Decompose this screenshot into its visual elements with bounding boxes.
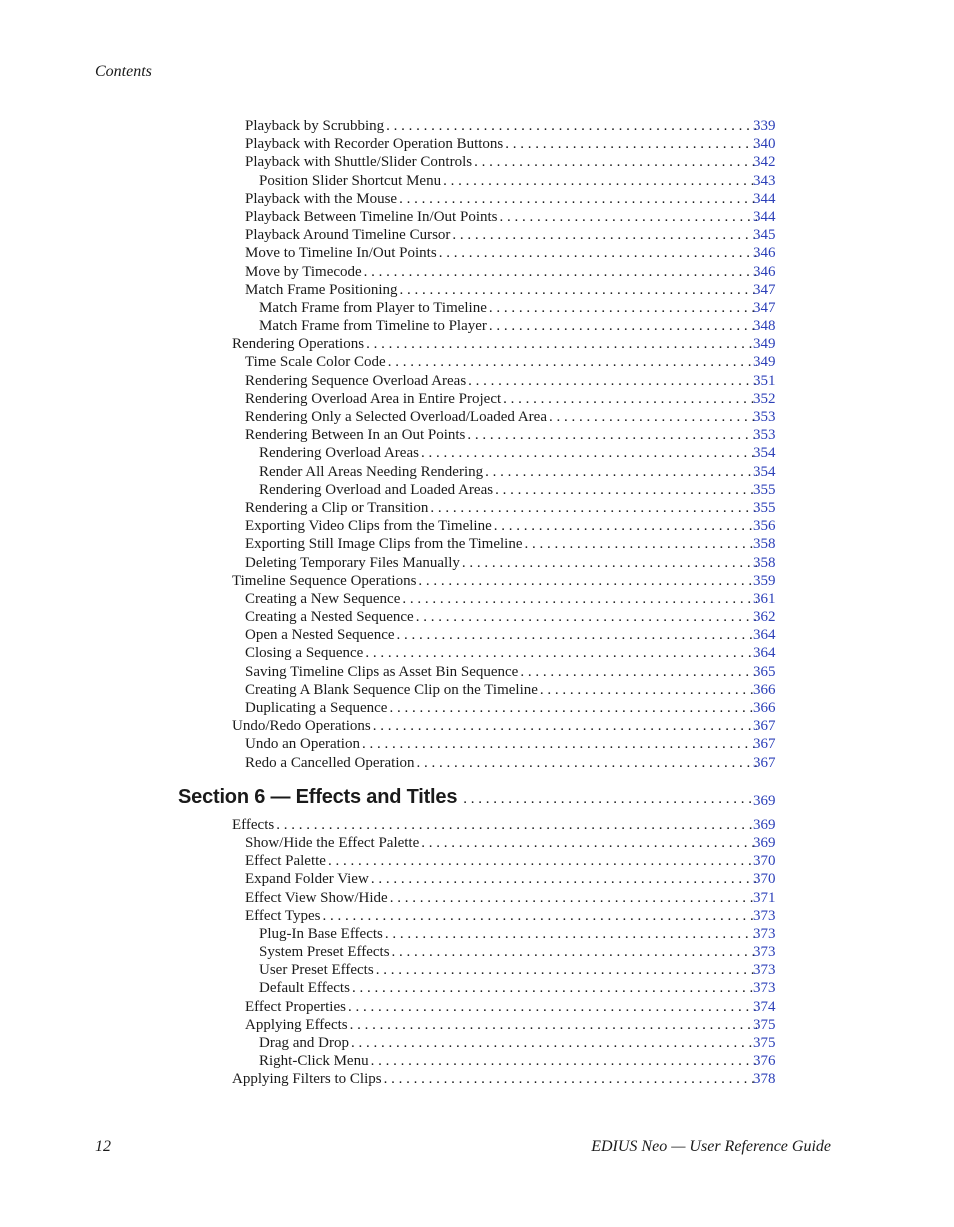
toc-page-link[interactable]: 353 — [753, 427, 776, 444]
toc-entry[interactable] — [0, 608, 954, 626]
toc-page-link[interactable]: 354 — [753, 463, 776, 480]
toc-entry-title: Effect Palette — [245, 853, 326, 870]
toc-entry-title: Creating A Blank Sequence Clip on the Timeline — [245, 681, 538, 698]
toc-entry[interactable] — [0, 517, 954, 535]
dot-leader — [326, 852, 757, 870]
footer-page-number: 12 — [95, 1138, 111, 1155]
toc-page-link[interactable]: 355 — [753, 499, 776, 516]
dot-leader — [395, 626, 757, 644]
toc-page-link[interactable]: 339 — [753, 118, 776, 134]
toc-entry[interactable] — [0, 644, 954, 662]
toc-entry-title: Move to Timeline In/Out Points — [245, 245, 437, 262]
toc-page-link[interactable]: 367 — [753, 736, 776, 753]
toc-page-link[interactable]: 349 — [753, 336, 776, 353]
section-heading-row[interactable] — [0, 786, 954, 816]
toc-entry-title: Rendering Overload and Loaded Areas — [259, 481, 494, 498]
dot-leader — [492, 517, 757, 535]
section-page-link[interactable]: 369 — [753, 792, 776, 809]
toc-entry[interactable] — [0, 870, 954, 888]
dot-leader — [466, 372, 757, 390]
toc-part1 — [0, 117, 954, 772]
toc-entry-title: Render All Areas Needing Rendering — [259, 463, 484, 480]
toc-entry[interactable] — [0, 834, 954, 852]
toc-page-link[interactable]: 373 — [753, 907, 776, 924]
toc-entry-title: Redo a Cancelled Operation — [245, 754, 415, 771]
toc-entry-title: Saving Timeline Clips as Asset Bin Sequence — [245, 663, 519, 680]
toc-part2 — [0, 816, 954, 1089]
toc-entry-title: Closing a Sequence — [245, 645, 364, 662]
toc-entry[interactable] — [0, 907, 954, 925]
dot-leader — [348, 1016, 757, 1034]
toc-entry-title: Deleting Temporary Files Manually — [245, 554, 460, 571]
toc-page-link[interactable]: 359 — [753, 572, 776, 589]
dot-leader — [397, 190, 757, 208]
toc-page-link[interactable]: 361 — [753, 590, 776, 607]
dot-leader — [441, 172, 757, 190]
section-title: Section 6 — Effects and Titles — [178, 785, 458, 808]
toc-page-link[interactable]: 370 — [753, 871, 776, 888]
toc-page-link[interactable]: 346 — [753, 245, 776, 262]
toc-entry[interactable] — [0, 499, 954, 517]
toc-page-link[interactable]: 346 — [753, 263, 776, 280]
toc-entry-title: Match Frame Positioning — [245, 281, 398, 298]
toc-entry[interactable] — [0, 463, 954, 481]
toc-entry[interactable] — [0, 481, 954, 499]
toc-entry-title: Playback with the Mouse — [245, 190, 398, 207]
toc-entry-title: Undo/Redo Operations — [232, 718, 371, 735]
toc-entry[interactable] — [0, 535, 954, 553]
dot-leader — [386, 353, 757, 371]
toc-page-link[interactable]: 343 — [753, 172, 776, 189]
toc-page-link[interactable]: 373 — [753, 962, 776, 979]
toc-entry-title: Match Frame from Player to Timeline — [259, 299, 487, 316]
dot-leader — [419, 834, 757, 852]
dot-leader — [387, 699, 757, 717]
dot-leader — [382, 1070, 757, 1088]
toc-entry[interactable] — [0, 699, 954, 717]
toc-entry-title: Effect Properties — [245, 998, 346, 1015]
toc-page-link[interactable]: 364 — [753, 645, 776, 662]
toc-page-link[interactable]: 373 — [753, 980, 776, 997]
dot-leader — [374, 961, 757, 979]
toc-entry[interactable] — [0, 717, 954, 735]
dot-leader — [503, 135, 757, 153]
toc-entry-title: User Preset Effects — [259, 962, 374, 979]
toc-page-link[interactable]: 351 — [753, 372, 776, 389]
toc-page-link[interactable]: 352 — [753, 390, 776, 407]
toc-page-link[interactable]: 369 — [753, 834, 776, 851]
toc-page-link[interactable]: 342 — [753, 154, 776, 171]
dot-leader — [369, 1052, 757, 1070]
toc-page-link[interactable]: 348 — [753, 318, 776, 335]
dot-leader — [364, 335, 757, 353]
dot-leader — [487, 299, 757, 317]
toc-entry[interactable] — [0, 335, 954, 353]
dot-leader — [493, 481, 757, 499]
dot-leader — [416, 572, 757, 590]
toc-entry-title: Default Effects — [259, 980, 350, 997]
dot-leader — [274, 816, 757, 834]
dot-leader — [346, 998, 757, 1016]
toc-entry[interactable] — [0, 353, 954, 371]
toc-page-link[interactable]: 369 — [753, 816, 776, 833]
dot-leader — [547, 408, 757, 426]
toc-page-link[interactable]: 366 — [753, 681, 776, 698]
toc-page-link[interactable]: 354 — [753, 445, 776, 462]
toc-entry-title: Playback Between Timeline In/Out Points — [245, 208, 498, 225]
toc-entry[interactable] — [0, 444, 954, 462]
toc-entry[interactable] — [0, 889, 954, 907]
dot-leader — [518, 663, 757, 681]
toc-page-link[interactable]: 374 — [753, 998, 776, 1015]
toc-page-link[interactable]: 376 — [753, 1053, 776, 1070]
toc-entry[interactable] — [0, 244, 954, 262]
toc-page-link[interactable]: 356 — [753, 518, 776, 535]
toc-entry[interactable] — [0, 681, 954, 699]
toc-entry-title: Duplicating a Sequence — [245, 700, 388, 716]
toc-entry-title: Rendering Overload Areas — [259, 445, 419, 462]
toc-entry[interactable] — [0, 663, 954, 681]
toc-entry[interactable] — [0, 816, 954, 834]
toc-page-link[interactable]: 358 — [753, 536, 776, 553]
dot-leader — [450, 226, 757, 244]
toc-entry[interactable] — [0, 372, 954, 390]
toc-entry-title: System Preset Effects — [259, 944, 390, 961]
toc-entry[interactable] — [0, 554, 954, 572]
toc-page-link[interactable]: 373 — [753, 925, 776, 942]
toc-entry-title: Rendering Only a Selected Overload/Loaded Area — [245, 409, 547, 425]
dot-leader — [501, 390, 757, 408]
toc-entry-title: Applying Filters to Clips — [232, 1071, 382, 1088]
toc-entry[interactable] — [0, 263, 954, 281]
toc-entry[interactable] — [0, 925, 954, 943]
toc-entry-title: Time Scale Color Code — [245, 354, 386, 371]
dot-leader — [363, 644, 757, 662]
toc-page-link[interactable]: 358 — [753, 554, 776, 571]
dot-leader — [472, 153, 757, 171]
dot-leader — [360, 735, 757, 753]
toc-page-link[interactable]: 364 — [753, 627, 776, 644]
dot-leader — [369, 870, 757, 888]
dot-leader — [390, 943, 757, 961]
toc-entry-title: Playback by Scrubbing — [245, 118, 385, 134]
toc-page-link[interactable]: 345 — [753, 227, 776, 244]
toc-page-link[interactable]: 347 — [753, 281, 776, 298]
toc-entry-title: Rendering a Clip or Transition — [245, 499, 429, 516]
toc-page-link[interactable]: 365 — [753, 663, 776, 680]
toc-entry[interactable] — [0, 626, 954, 644]
toc-page-link[interactable]: 378 — [753, 1071, 776, 1088]
toc-entry[interactable] — [0, 208, 954, 226]
toc-page-link[interactable]: 375 — [753, 1035, 776, 1051]
dot-leader — [437, 244, 757, 262]
toc-entry-title: Exporting Still Image Clips from the Timeline — [245, 536, 523, 553]
toc-entry-title: Playback with Shuttle/Slider Controls — [245, 154, 473, 171]
toc-page-link[interactable]: 367 — [753, 718, 776, 735]
toc-entry-title: Effect View Show/Hide — [245, 889, 388, 906]
toc-entry-title: Timeline Sequence Operations — [232, 572, 417, 589]
dot-leader — [415, 754, 757, 772]
toc-entry[interactable] — [0, 317, 954, 335]
toc-page-link[interactable]: 366 — [753, 700, 776, 716]
toc-entry-title: Rendering Sequence Overload Areas — [245, 372, 467, 389]
dot-leader — [414, 608, 757, 626]
toc-entry[interactable] — [0, 943, 954, 961]
toc-entry-title: Effects — [232, 816, 275, 833]
toc-entry[interactable] — [0, 190, 954, 208]
toc-entry[interactable] — [0, 135, 954, 153]
dot-leader — [428, 499, 757, 517]
toc-entry-title: Exporting Video Clips from the Timeline — [245, 518, 492, 535]
toc-entry[interactable] — [0, 299, 954, 317]
toc-entry[interactable] — [0, 172, 954, 190]
dot-leader — [460, 554, 757, 572]
toc-entry-title: Show/Hide the Effect Palette — [245, 834, 420, 851]
dot-leader — [523, 535, 758, 553]
toc-entry[interactable] — [0, 117, 954, 135]
toc-entry-title: Playback Around Timeline Cursor — [245, 227, 451, 244]
dot-leader — [400, 590, 757, 608]
toc-entry[interactable] — [0, 1034, 954, 1052]
toc-page-link[interactable]: 355 — [753, 481, 776, 498]
toc-entry-title: Open a Nested Sequence — [245, 627, 395, 644]
dot-leader — [350, 979, 757, 997]
table-of-contents — [0, 117, 954, 1089]
toc-entry-title: Position Slider Shortcut Menu — [259, 172, 442, 189]
dot-leader — [483, 463, 757, 481]
toc-entry[interactable] — [0, 1070, 954, 1088]
toc-entry-title: Rendering Overload Area in Entire Project — [245, 390, 502, 407]
toc-entry[interactable] — [0, 153, 954, 171]
running-head: Contents — [95, 63, 152, 80]
dot-leader — [498, 208, 758, 226]
toc-entry[interactable] — [0, 226, 954, 244]
dot-leader — [349, 1034, 757, 1052]
dot-leader — [465, 426, 757, 444]
toc-page-link[interactable]: 353 — [753, 409, 776, 425]
toc-page-link[interactable]: 373 — [753, 944, 776, 961]
toc-entry[interactable] — [0, 590, 954, 608]
dot-leader — [320, 907, 757, 925]
toc-page-link[interactable]: 375 — [753, 1016, 776, 1033]
toc-entry[interactable] — [0, 1052, 954, 1070]
toc-entry[interactable] — [0, 852, 954, 870]
toc-entry-title: Plug-In Base Effects — [259, 925, 383, 942]
toc-page-link[interactable]: 344 — [753, 208, 776, 225]
toc-entry[interactable] — [0, 961, 954, 979]
toc-entry-title: Undo an Operation — [245, 736, 360, 753]
dot-leader — [457, 791, 753, 808]
toc-page-link[interactable]: 347 — [753, 299, 776, 316]
toc-entry[interactable] — [0, 735, 954, 753]
toc-page-link[interactable]: 340 — [753, 136, 776, 153]
toc-entry-title: Applying Effects — [245, 1016, 348, 1033]
dot-leader — [383, 925, 757, 943]
toc-page-link[interactable]: 362 — [753, 609, 776, 626]
toc-entry[interactable] — [0, 281, 954, 299]
dot-leader — [398, 281, 758, 299]
toc-entry-title: Expand Folder View — [245, 871, 369, 888]
dot-leader — [419, 444, 757, 462]
dot-leader — [538, 681, 757, 699]
toc-entry[interactable] — [0, 1016, 954, 1034]
toc-entry-title: Creating a New Sequence — [245, 590, 401, 607]
toc-page-link[interactable]: 371 — [753, 889, 776, 906]
toc-entry[interactable] — [0, 979, 954, 997]
toc-entry[interactable] — [0, 998, 954, 1016]
toc-page-link[interactable]: 349 — [753, 354, 776, 371]
dot-leader — [388, 889, 757, 907]
dot-leader — [371, 717, 757, 735]
toc-entry-title: Rendering Operations — [232, 336, 365, 353]
toc-entry-title: Drag and Drop — [259, 1035, 349, 1051]
toc-entry-title: Creating a Nested Sequence — [245, 609, 414, 626]
dot-leader — [487, 317, 757, 335]
dot-leader — [362, 263, 757, 281]
toc-entry[interactable] — [0, 754, 954, 772]
toc-entry-title: Right-Click Menu — [259, 1053, 369, 1070]
footer-guide-title: EDIUS Neo — User Reference Guide — [591, 1138, 831, 1155]
toc-page-link[interactable]: 370 — [753, 853, 776, 870]
toc-entry-title: Rendering Between In an Out Points — [245, 427, 466, 444]
toc-entry[interactable] — [0, 390, 954, 408]
toc-entry-title: Move by Timecode — [245, 263, 362, 280]
toc-entry[interactable] — [0, 408, 954, 426]
toc-entry-title: Match Frame from Timeline to Player — [259, 318, 487, 335]
toc-entry[interactable] — [0, 426, 954, 444]
toc-page-link[interactable]: 367 — [753, 754, 776, 771]
toc-page-link[interactable]: 344 — [753, 190, 776, 207]
dot-leader — [384, 117, 757, 135]
toc-entry[interactable] — [0, 572, 954, 590]
toc-entry-title: Effect Types — [245, 907, 321, 924]
toc-entry-title: Playback with Recorder Operation Buttons — [245, 136, 504, 153]
